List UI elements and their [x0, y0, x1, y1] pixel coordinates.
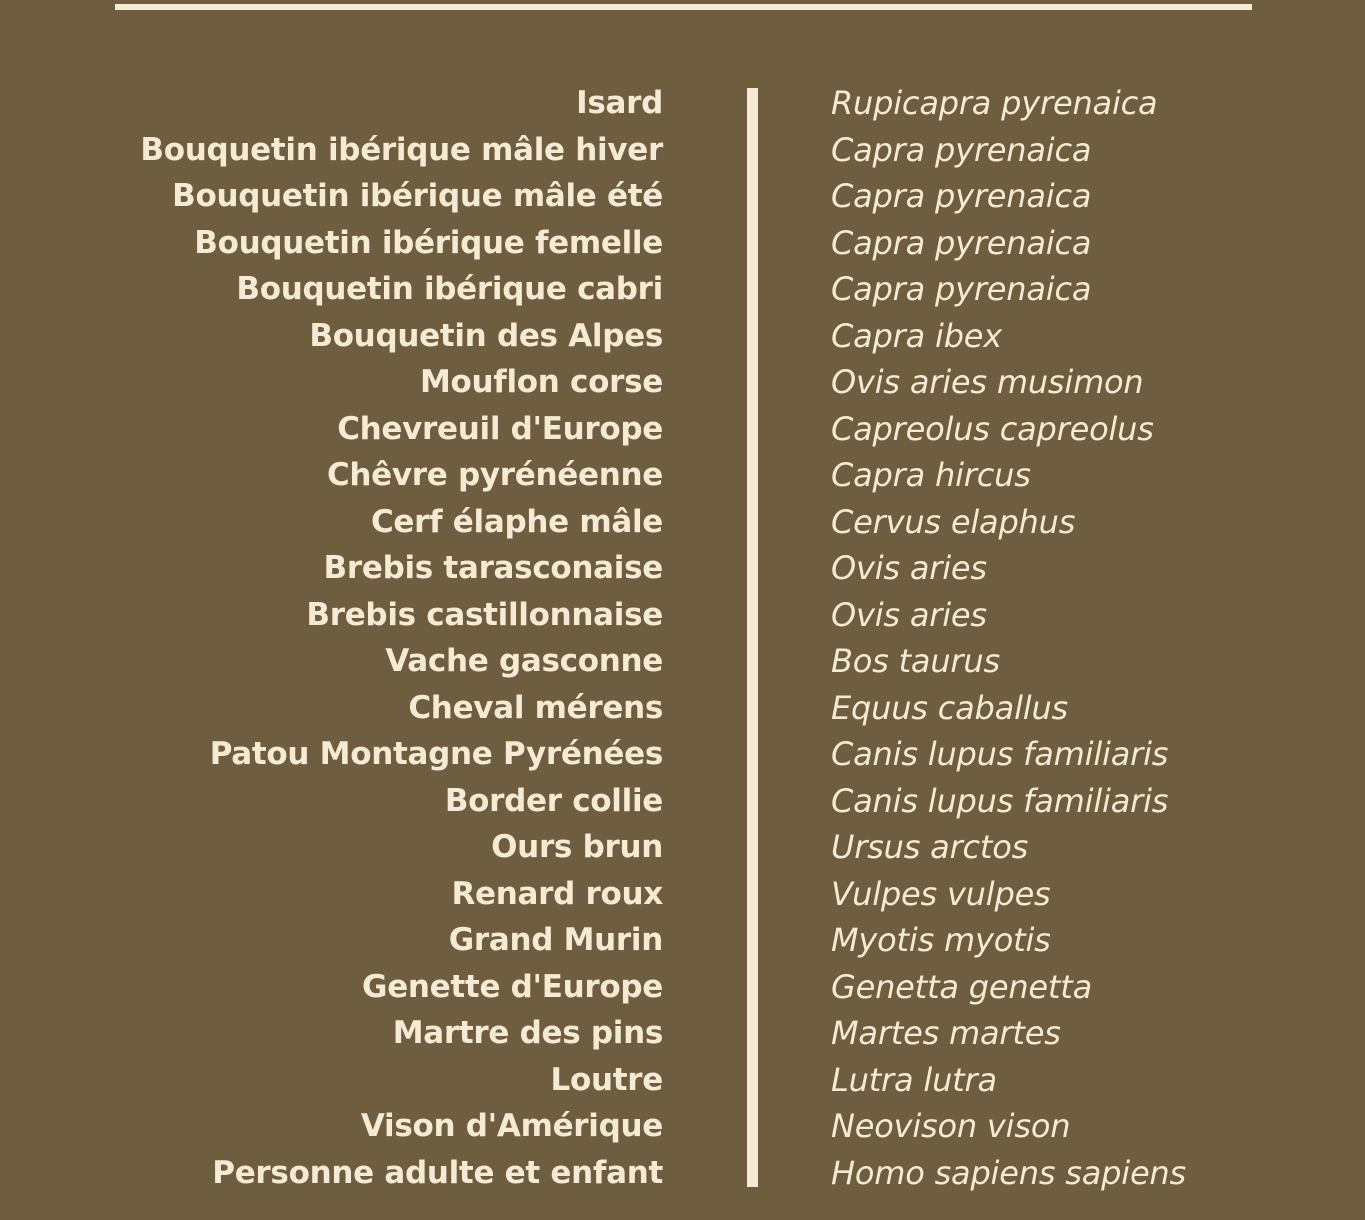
common-name: Brebis tarasconaise: [323, 550, 663, 586]
common-name: Renard roux: [451, 875, 663, 912]
latin-name: Genetta genetta: [831, 967, 1093, 1006]
latin-name: Capra pyrenaica: [831, 223, 1092, 262]
latin-name: Vulpes vulpes: [831, 874, 1051, 913]
common-name: Isard: [576, 85, 663, 121]
common-name: Chêvre pyrénéenne: [326, 457, 663, 493]
latin-name: Ovis aries: [831, 549, 987, 587]
latin-name: Cervus elaphus: [831, 502, 1076, 541]
latin-names-column: [831, 80, 1351, 1196]
latin-name: Capreolus capreolus: [831, 409, 1154, 448]
latin-name: Homo sapiens sapiens: [831, 1153, 1186, 1192]
common-name: Chevreuil d'Europe: [337, 410, 663, 447]
common-name: Vache gasconne: [385, 643, 663, 679]
latin-name: Ursus arctos: [831, 828, 1029, 866]
latin-name: Capra pyrenaica: [831, 177, 1092, 215]
latin-name: Martes martes: [831, 1014, 1061, 1052]
latin-name: Capra pyrenaica: [831, 270, 1092, 308]
common-name: Cerf élaphe mâle: [370, 503, 663, 540]
latin-name: Equus caballus: [831, 688, 1068, 727]
common-name: Personne adulte et enfant: [212, 1154, 663, 1191]
common-name: Ours brun: [491, 829, 663, 865]
common-name: Bouquetin ibérique mâle hiver: [140, 131, 663, 168]
common-names-column: [103, 80, 663, 1196]
top-rule: [115, 4, 1252, 10]
latin-name: Myotis myotis: [831, 921, 1051, 959]
latin-name: Canis lupus familiaris: [831, 781, 1169, 820]
common-name: Loutre: [550, 1061, 663, 1098]
latin-name: Capra pyrenaica: [831, 130, 1092, 169]
latin-name: Canis lupus familiaris: [831, 735, 1169, 773]
common-name: Grand Murin: [448, 922, 663, 958]
latin-name: Capra hircus: [831, 456, 1031, 494]
common-name: Brebis castillonnaise: [306, 596, 663, 633]
common-name: Cheval mérens: [408, 689, 663, 726]
latin-name: Ovis aries musimon: [831, 363, 1144, 401]
latin-name: Ovis aries: [831, 595, 987, 634]
common-name: Martre des pins: [392, 1015, 663, 1051]
common-name: Border collie: [444, 782, 663, 819]
latin-name: Neovison vison: [831, 1107, 1071, 1145]
latin-name: Capra ibex: [831, 316, 1003, 355]
common-name: Bouquetin ibérique femelle: [194, 224, 663, 261]
column-divider: [747, 88, 758, 1187]
common-name: Bouquetin ibérique mâle été: [172, 178, 663, 214]
common-name: Mouflon corse: [419, 364, 663, 400]
common-name: Vison d'Amérique: [360, 1108, 663, 1144]
common-name: Patou Montagne Pyrénées: [209, 736, 663, 772]
latin-name: Bos taurus: [831, 642, 1000, 680]
common-name: Genette d'Europe: [362, 968, 663, 1005]
common-name: Bouquetin des Alpes: [309, 317, 663, 354]
latin-name: Rupicapra pyrenaica: [831, 84, 1158, 122]
common-name: Bouquetin ibérique cabri: [236, 271, 663, 307]
latin-name: Lutra lutra: [831, 1060, 997, 1099]
